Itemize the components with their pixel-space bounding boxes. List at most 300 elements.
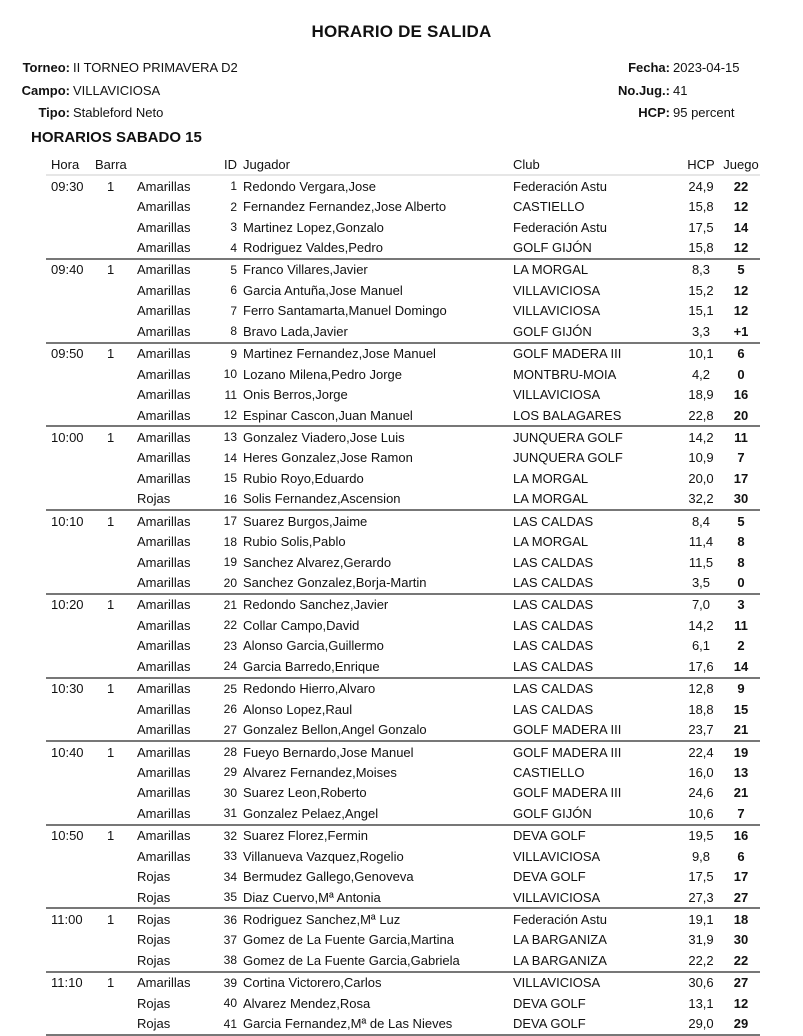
table-row bbox=[46, 552, 760, 572]
player-name-cell: Rodriguez Valdes,Pedro bbox=[243, 240, 383, 256]
meta-value: 41 bbox=[673, 82, 688, 98]
club-cell: DEVA GOLF bbox=[513, 869, 586, 885]
table-row bbox=[46, 1014, 760, 1036]
table-row bbox=[46, 489, 760, 509]
player-name-cell: Martinez Lopez,Gonzalo bbox=[243, 219, 384, 235]
playing-handicap-cell: 6 bbox=[722, 342, 760, 364]
tee-times-table bbox=[46, 156, 760, 1036]
player-id-cell: 33 bbox=[223, 849, 237, 864]
hcp-cell: 29,0 bbox=[680, 1014, 722, 1036]
table-row bbox=[46, 866, 760, 886]
tee-cell: Amarillas bbox=[137, 199, 191, 215]
player-name-cell: Suarez Burgos,Jaime bbox=[243, 509, 513, 531]
tee-cell: Rojas bbox=[137, 907, 217, 929]
hcp-cell: 10,9 bbox=[688, 450, 714, 466]
hora-cell bbox=[46, 615, 95, 635]
hcp-cell: 11,5 bbox=[688, 554, 714, 570]
club-cell: LAS CALDAS bbox=[513, 677, 680, 699]
hora-cell bbox=[46, 280, 95, 300]
player-id-cell: 5 bbox=[217, 258, 243, 280]
table-row bbox=[46, 677, 760, 699]
club-cell: GOLF MADERA III bbox=[513, 785, 622, 801]
barra-cell: 1 bbox=[95, 425, 137, 447]
club-cell: MONTBRU-MOIA bbox=[513, 366, 617, 382]
barra-cell: 1 bbox=[95, 677, 137, 699]
tee-cell: Rojas bbox=[137, 932, 171, 948]
playing-handicap-cell: 7 bbox=[737, 805, 745, 821]
club-cell: LAS CALDAS bbox=[513, 701, 594, 717]
hcp-cell: 10,6 bbox=[688, 805, 714, 821]
tee-cell: Amarillas bbox=[137, 722, 191, 738]
barra-cell bbox=[95, 196, 137, 216]
table-row bbox=[46, 762, 760, 782]
tee-cell: Amarillas bbox=[137, 805, 191, 821]
table-row bbox=[46, 448, 760, 468]
club-cell: LA MORGAL bbox=[513, 258, 680, 280]
hora-cell bbox=[46, 552, 95, 572]
tee-cell: Rojas bbox=[137, 995, 171, 1011]
table-row bbox=[46, 280, 760, 300]
player-name-cell: Alvarez Fernandez,Moises bbox=[243, 764, 397, 780]
hora-cell bbox=[46, 719, 95, 739]
hcp-cell: 4,2 bbox=[691, 366, 711, 382]
club-cell: LAS CALDAS bbox=[513, 509, 680, 531]
table-row bbox=[46, 803, 760, 823]
player-id-cell: 39 bbox=[217, 971, 243, 993]
player-id-cell: 40 bbox=[223, 996, 237, 1011]
player-id-cell: 23 bbox=[223, 638, 237, 653]
player-id-cell: 24 bbox=[223, 659, 237, 674]
player-name-cell: Gonzalez Viadero,Jose Luis bbox=[243, 425, 513, 447]
hcp-cell: 20,0 bbox=[688, 470, 714, 486]
club-cell: DEVA GOLF bbox=[513, 1014, 680, 1036]
player-id-cell: 30 bbox=[223, 785, 237, 800]
hora-cell bbox=[46, 321, 95, 341]
hcp-cell: 32,2 bbox=[688, 491, 714, 507]
hora-cell bbox=[46, 762, 95, 782]
club-cell: CASTIELLO bbox=[513, 199, 585, 215]
table-row bbox=[46, 699, 760, 719]
hcp-cell: 19,1 bbox=[680, 907, 722, 929]
barra-cell: 1 bbox=[95, 509, 137, 531]
hora-cell bbox=[46, 384, 95, 404]
table-row bbox=[46, 719, 760, 739]
player-name-cell: Alonso Garcia,Guillermo bbox=[243, 638, 384, 654]
hora-cell bbox=[46, 950, 95, 970]
table-row bbox=[46, 364, 760, 384]
playing-handicap-cell: 17 bbox=[733, 869, 749, 885]
hcp-cell: 3,3 bbox=[691, 323, 711, 339]
tee-cell: Amarillas bbox=[137, 848, 191, 864]
playing-handicap-cell: 8 bbox=[737, 554, 745, 570]
player-id-cell: 21 bbox=[217, 593, 243, 615]
club-cell: VILLAVICIOSA bbox=[513, 282, 601, 298]
playing-handicap-cell: 0 bbox=[737, 575, 745, 591]
club-cell: GOLF GIJÓN bbox=[513, 323, 592, 339]
hcp-cell: 13,1 bbox=[688, 995, 714, 1011]
section-title: HORARIOS SABADO 15 bbox=[31, 129, 202, 146]
tee-cell: Amarillas bbox=[137, 824, 217, 846]
playing-handicap-cell: 18 bbox=[722, 907, 760, 929]
player-id-cell: 32 bbox=[217, 824, 243, 846]
tee-cell: Amarillas bbox=[137, 387, 191, 403]
hcp-cell: 17,6 bbox=[688, 658, 714, 674]
player-name-cell: Gomez de La Fuente Garcia,Gabriela bbox=[243, 952, 460, 968]
barra-cell bbox=[95, 993, 137, 1013]
playing-handicap-cell: +1 bbox=[733, 323, 749, 339]
barra-cell bbox=[95, 552, 137, 572]
club-cell: CASTIELLO bbox=[513, 764, 585, 780]
hora-cell bbox=[46, 237, 95, 257]
hcp-cell: 15,1 bbox=[688, 303, 714, 319]
player-id-cell: 12 bbox=[223, 408, 237, 423]
player-name-cell: Onis Berros,Jorge bbox=[243, 387, 348, 403]
tee-cell: Amarillas bbox=[137, 366, 191, 382]
player-name-cell: Rodriguez Sanchez,Mª Luz bbox=[243, 907, 513, 929]
meta-label: HCP: bbox=[638, 105, 670, 120]
tee-cell: Amarillas bbox=[137, 470, 191, 486]
hora-cell bbox=[46, 993, 95, 1013]
barra-cell: 1 bbox=[95, 971, 137, 993]
barra-cell bbox=[95, 1014, 137, 1036]
barra-cell bbox=[95, 531, 137, 551]
table-row bbox=[46, 740, 760, 762]
playing-handicap-cell: 11 bbox=[734, 617, 748, 633]
barra-cell bbox=[95, 237, 137, 257]
tee-cell: Amarillas bbox=[137, 450, 191, 466]
player-id-cell: 7 bbox=[230, 303, 237, 318]
tee-cell: Amarillas bbox=[137, 240, 191, 256]
header-hora: Hora bbox=[46, 156, 95, 176]
playing-handicap-cell: 14 bbox=[733, 219, 749, 235]
hcp-cell: 15,8 bbox=[688, 240, 714, 256]
player-id-cell: 16 bbox=[223, 491, 237, 506]
barra-cell bbox=[95, 846, 137, 866]
playing-handicap-cell: 16 bbox=[733, 387, 749, 403]
player-id-cell: 38 bbox=[223, 953, 237, 968]
tee-cell: Amarillas bbox=[137, 701, 191, 717]
meta-value: Stableford Neto bbox=[73, 105, 164, 120]
barra-cell bbox=[95, 364, 137, 384]
hcp-cell: 18,8 bbox=[688, 701, 714, 717]
playing-handicap-cell: 14 bbox=[733, 658, 749, 674]
table-row bbox=[46, 636, 760, 656]
player-id-cell: 2 bbox=[230, 199, 237, 214]
playing-handicap-cell: 19 bbox=[722, 740, 760, 762]
player-id-cell: 19 bbox=[223, 555, 237, 570]
hcp-cell: 3,5 bbox=[691, 575, 711, 591]
barra-cell bbox=[95, 930, 137, 950]
barra-cell bbox=[95, 301, 137, 321]
table-row bbox=[46, 656, 760, 676]
hcp-cell: 8,3 bbox=[680, 258, 722, 280]
player-name-cell: Solis Fernandez,Ascension bbox=[243, 491, 401, 507]
player-name-cell: Espinar Cascon,Juan Manuel bbox=[243, 407, 413, 423]
playing-handicap-cell: 27 bbox=[733, 889, 749, 905]
hora-cell bbox=[46, 656, 95, 676]
player-name-cell: Bermudez Gallego,Genoveva bbox=[243, 869, 414, 885]
player-name-cell: Alvarez Mendez,Rosa bbox=[243, 995, 371, 1011]
player-name-cell: Gonzalez Pelaez,Angel bbox=[243, 805, 379, 821]
table-row bbox=[46, 887, 760, 907]
barra-cell bbox=[95, 468, 137, 488]
hora-cell bbox=[46, 489, 95, 509]
player-name-cell: Villanueva Vazquez,Rogelio bbox=[243, 848, 404, 864]
player-id-cell: 1 bbox=[230, 179, 237, 194]
player-name-cell: Franco Villares,Javier bbox=[243, 258, 513, 280]
player-id-cell: 17 bbox=[217, 509, 243, 531]
table-row bbox=[46, 824, 760, 846]
club-cell: JUNQUERA GOLF bbox=[513, 450, 623, 466]
barra-cell: 1 bbox=[95, 593, 137, 615]
hora-cell: 10:40 bbox=[46, 740, 95, 762]
tee-cell: Rojas bbox=[137, 952, 171, 968]
table-row bbox=[46, 425, 760, 447]
player-id-cell: 31 bbox=[223, 806, 237, 821]
playing-handicap-cell: 9 bbox=[722, 677, 760, 699]
player-id-cell: 10 bbox=[223, 367, 237, 382]
hcp-cell: 22,4 bbox=[680, 740, 722, 762]
meta-label: No.Jug.: bbox=[618, 82, 670, 98]
header-id: ID bbox=[217, 156, 243, 176]
player-id-cell: 8 bbox=[230, 324, 237, 339]
table-row bbox=[46, 176, 760, 196]
club-cell: LA BARGANIZA bbox=[513, 932, 607, 948]
hora-cell bbox=[46, 803, 95, 823]
meta-label: Fecha: bbox=[628, 60, 670, 75]
club-cell: LOS BALAGARES bbox=[513, 407, 622, 423]
hcp-cell: 23,7 bbox=[688, 722, 714, 738]
header-barra: Barra bbox=[95, 156, 217, 176]
club-cell: JUNQUERA GOLF bbox=[513, 425, 680, 447]
hcp-cell: 10,1 bbox=[680, 342, 722, 364]
player-id-cell: 37 bbox=[223, 932, 237, 947]
player-name-cell: Suarez Florez,Fermin bbox=[243, 824, 513, 846]
player-id-cell: 20 bbox=[223, 575, 237, 590]
barra-cell bbox=[95, 803, 137, 823]
tee-cell: Amarillas bbox=[137, 219, 191, 235]
hcp-cell: 14,2 bbox=[688, 617, 714, 633]
player-name-cell: Bravo Lada,Javier bbox=[243, 323, 348, 339]
table-row bbox=[46, 930, 760, 950]
meta-tipo bbox=[0, 102, 238, 125]
tee-cell: Amarillas bbox=[137, 617, 191, 633]
playing-handicap-cell: 27 bbox=[722, 971, 760, 993]
club-cell: LA MORGAL bbox=[513, 491, 589, 507]
club-cell: GOLF MADERA III bbox=[513, 342, 680, 364]
tee-cell: Amarillas bbox=[137, 323, 191, 339]
playing-handicap-cell: 5 bbox=[722, 258, 760, 280]
tee-cell: Rojas bbox=[137, 889, 171, 905]
hora-cell bbox=[46, 930, 95, 950]
playing-handicap-cell: 11 bbox=[722, 425, 760, 447]
meta-fecha bbox=[560, 57, 740, 80]
tee-cell: Amarillas bbox=[137, 425, 217, 447]
hora-cell bbox=[46, 301, 95, 321]
player-name-cell: Alonso Lopez,Raul bbox=[243, 701, 353, 717]
header-hcp: HCP bbox=[680, 156, 722, 176]
player-name-cell: Redondo Hierro,Alvaro bbox=[243, 677, 513, 699]
hora-cell bbox=[46, 405, 95, 425]
playing-handicap-cell: 7 bbox=[737, 450, 745, 466]
table-row bbox=[46, 405, 760, 425]
club-cell: LAS CALDAS bbox=[513, 554, 594, 570]
barra-cell: 1 bbox=[95, 740, 137, 762]
club-cell: GOLF GIJÓN bbox=[513, 805, 592, 821]
playing-handicap-cell: 15 bbox=[733, 701, 749, 717]
table-row bbox=[46, 217, 760, 237]
barra-cell bbox=[95, 384, 137, 404]
table-row bbox=[46, 572, 760, 592]
player-id-cell: 13 bbox=[217, 425, 243, 447]
hora-cell: 09:50 bbox=[46, 342, 95, 364]
tee-cell: Amarillas bbox=[137, 677, 217, 699]
club-cell: LAS CALDAS bbox=[513, 593, 680, 615]
player-name-cell: Suarez Leon,Roberto bbox=[243, 785, 367, 801]
tee-cell: Amarillas bbox=[137, 554, 191, 570]
player-id-cell: 41 bbox=[217, 1014, 243, 1036]
player-name-cell: Garcia Antuña,Jose Manuel bbox=[243, 282, 403, 298]
hora-cell bbox=[46, 217, 95, 237]
table-row bbox=[46, 509, 760, 531]
player-name-cell: Ferro Santamarta,Manuel Domingo bbox=[243, 303, 447, 319]
player-id-cell: 34 bbox=[223, 869, 237, 884]
tee-cell: Amarillas bbox=[137, 638, 191, 654]
playing-handicap-cell: 12 bbox=[733, 303, 749, 319]
club-cell: LAS CALDAS bbox=[513, 617, 594, 633]
barra-cell bbox=[95, 615, 137, 635]
tee-cell: Amarillas bbox=[137, 971, 217, 993]
playing-handicap-cell: 21 bbox=[733, 722, 749, 738]
barra-cell: 1 bbox=[95, 258, 137, 280]
hcp-cell: 16,0 bbox=[688, 764, 714, 780]
playing-handicap-cell: 2 bbox=[737, 638, 745, 654]
barra-cell bbox=[95, 866, 137, 886]
barra-cell bbox=[95, 217, 137, 237]
meta-value: 95 percent bbox=[673, 105, 735, 120]
club-cell: DEVA GOLF bbox=[513, 824, 680, 846]
tee-cell: Amarillas bbox=[137, 740, 217, 762]
hora-cell bbox=[46, 1014, 95, 1036]
hcp-cell: 30,6 bbox=[680, 971, 722, 993]
tee-cell: Rojas bbox=[137, 1014, 217, 1036]
player-name-cell: Gonzalez Bellon,Angel Gonzalo bbox=[243, 722, 427, 738]
player-id-cell: 4 bbox=[230, 240, 237, 255]
hora-cell bbox=[46, 196, 95, 216]
tee-cell: Amarillas bbox=[137, 575, 191, 591]
meta-value: 2023-04-15 bbox=[673, 60, 740, 75]
hcp-cell: 24,9 bbox=[688, 178, 714, 194]
tee-cell: Amarillas bbox=[137, 178, 191, 194]
playing-handicap-cell: 22 bbox=[733, 952, 749, 968]
club-cell: VILLAVICIOSA bbox=[513, 889, 601, 905]
table-row bbox=[46, 971, 760, 993]
table-row bbox=[46, 846, 760, 866]
club-cell: VILLAVICIOSA bbox=[513, 387, 601, 403]
hcp-cell: 12,8 bbox=[680, 677, 722, 699]
club-cell: Federación Astu bbox=[513, 219, 607, 235]
player-name-cell: Diaz Cuervo,Mª Antonia bbox=[243, 889, 381, 905]
club-cell: LAS CALDAS bbox=[513, 658, 594, 674]
player-name-cell: Lozano Milena,Pedro Jorge bbox=[243, 366, 402, 382]
player-id-cell: 35 bbox=[223, 890, 237, 905]
hcp-cell: 14,2 bbox=[680, 425, 722, 447]
player-id-cell: 15 bbox=[223, 471, 237, 486]
barra-cell bbox=[95, 405, 137, 425]
hora-cell bbox=[46, 468, 95, 488]
hora-cell: 11:10 bbox=[46, 971, 95, 993]
hora-cell bbox=[46, 699, 95, 719]
hora-cell bbox=[46, 448, 95, 468]
hora-cell: 10:10 bbox=[46, 509, 95, 531]
playing-handicap-cell: 16 bbox=[722, 824, 760, 846]
barra-cell bbox=[95, 448, 137, 468]
hora-cell: 10:00 bbox=[46, 425, 95, 447]
hcp-cell: 15,8 bbox=[688, 199, 714, 215]
hora-cell: 09:40 bbox=[46, 258, 95, 280]
hcp-cell: 15,2 bbox=[688, 282, 714, 298]
barra-cell bbox=[95, 719, 137, 739]
player-name-cell: Rubio Solis,Pablo bbox=[243, 534, 346, 550]
hora-cell bbox=[46, 783, 95, 803]
hcp-cell: 18,9 bbox=[688, 387, 714, 403]
tee-cell: Amarillas bbox=[137, 407, 191, 423]
club-cell: LAS CALDAS bbox=[513, 575, 594, 591]
barra-cell bbox=[95, 950, 137, 970]
meta-value: II TORNEO PRIMAVERA D2 bbox=[73, 60, 238, 75]
page-title: HORARIO DE SALIDA bbox=[311, 22, 492, 41]
tee-cell: Rojas bbox=[137, 491, 171, 507]
player-id-cell: 27 bbox=[223, 722, 237, 737]
hcp-cell: 17,5 bbox=[688, 219, 714, 235]
player-id-cell: 26 bbox=[223, 702, 237, 717]
playing-handicap-cell: 6 bbox=[737, 848, 745, 864]
player-name-cell: Fernandez Fernandez,Jose Alberto bbox=[243, 199, 447, 215]
club-cell: LA BARGANIZA bbox=[513, 952, 607, 968]
meta-label: Tipo: bbox=[38, 105, 70, 120]
playing-handicap-cell: 29 bbox=[722, 1014, 760, 1036]
barra-cell bbox=[95, 572, 137, 592]
playing-handicap-cell: 12 bbox=[733, 240, 749, 256]
table-row bbox=[46, 531, 760, 551]
barra-cell: 1 bbox=[95, 342, 137, 364]
hora-cell: 10:30 bbox=[46, 677, 95, 699]
player-id-cell: 22 bbox=[223, 618, 237, 633]
tee-cell: Rojas bbox=[137, 869, 171, 885]
barra-cell bbox=[95, 699, 137, 719]
hora-cell bbox=[46, 364, 95, 384]
hcp-cell: 22,2 bbox=[688, 952, 714, 968]
player-id-cell: 25 bbox=[217, 677, 243, 699]
barra-cell bbox=[95, 280, 137, 300]
tee-cell: Amarillas bbox=[137, 303, 191, 319]
table-row bbox=[46, 301, 760, 321]
table-row bbox=[46, 907, 760, 929]
table-row bbox=[46, 384, 760, 404]
barra-cell bbox=[95, 783, 137, 803]
meta-num-jugadores bbox=[560, 80, 740, 103]
meta-torneo bbox=[0, 57, 238, 80]
tee-cell: Amarillas bbox=[137, 282, 191, 298]
hora-cell bbox=[46, 531, 95, 551]
hora-cell bbox=[46, 636, 95, 656]
player-name-cell: Garcia Fernandez,Mª de Las Nieves bbox=[243, 1014, 513, 1036]
player-name-cell: Sanchez Gonzalez,Borja-Martin bbox=[243, 575, 427, 591]
tee-cell: Amarillas bbox=[137, 658, 191, 674]
table-row bbox=[46, 993, 760, 1013]
player-id-cell: 29 bbox=[223, 765, 237, 780]
player-id-cell: 3 bbox=[230, 220, 237, 235]
